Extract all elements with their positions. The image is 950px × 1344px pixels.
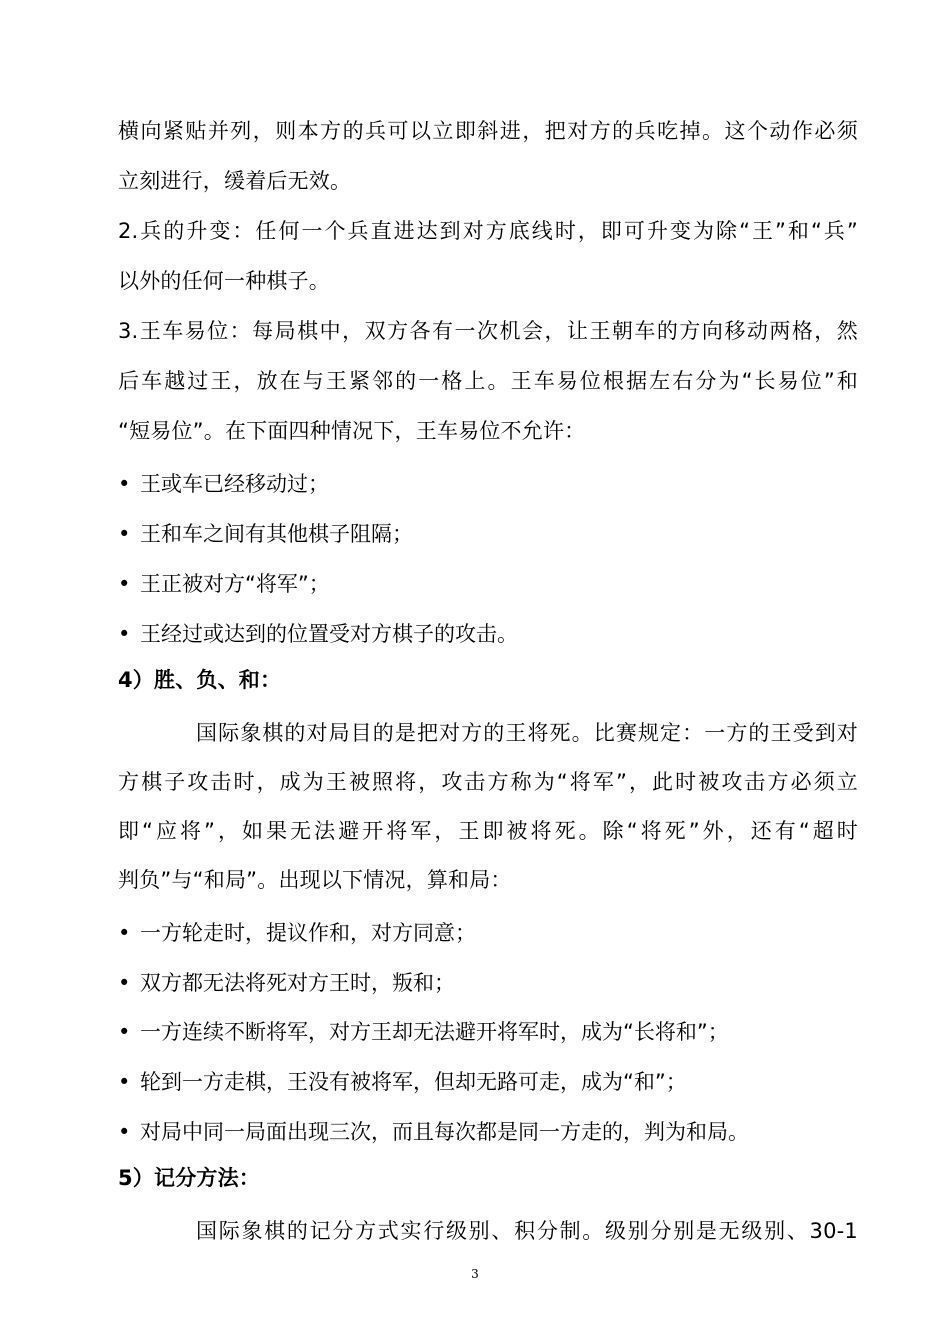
section-heading: 4）胜、负、和： — [118, 668, 282, 692]
list-item-text: 一方连续不断将军，对方王却无法避开将军时，成为“长将和”； — [140, 1020, 729, 1044]
list-item — [118, 519, 413, 549]
bullet-icon: • — [118, 1020, 131, 1044]
text-line: 判负”与“和局”。出现以下情况，算和局： — [118, 868, 512, 892]
bullet-icon: • — [118, 622, 131, 646]
page-number: 3 — [471, 1267, 479, 1281]
text-line: 方棋子攻击时，成为王被照将，攻击方称为“将军”，此时被攻击方必须立 — [118, 770, 858, 794]
bullet-icon: • — [118, 472, 131, 496]
list-item-text: 轮到一方走棋，王没有被将军，但却无路可走，成为“和”； — [140, 1070, 687, 1094]
text-line: 3.王车易位：每局棋中，双方各有一次机会，让王朝车的方向移动两格，然 — [118, 319, 858, 343]
list-item — [118, 569, 330, 599]
section-heading: 5）记分方法： — [118, 1166, 261, 1190]
text-line: “短易位”。在下面四种情况下，王车易位不允许： — [118, 419, 586, 443]
list-item-text: 王经过或达到的位置受对方棋子的攻击。 — [140, 622, 518, 646]
list-item-text: 双方都无法将死对方王时，叛和； — [140, 971, 455, 995]
list-item — [118, 918, 476, 948]
text-line: 以外的任何一种棋子。 — [118, 269, 330, 293]
bullet-icon: • — [118, 1120, 131, 1144]
bullet-icon: • — [118, 921, 131, 945]
text-line: 横向紧贴并列，则本方的兵可以立即斜进，把对方的兵吃掉。这个动作必须 — [118, 119, 858, 143]
text-line: 2.兵的升变：任何一个兵直进达到对方底线时，即可升变为除“王”和“兵” — [118, 219, 858, 243]
bullet-icon: • — [118, 971, 131, 995]
list-item-text: 王正被对方“将军”； — [140, 572, 330, 596]
list-item — [118, 1017, 729, 1047]
bullet-icon: • — [118, 1070, 131, 1094]
list-item-text: 王或车已经移动过； — [140, 472, 329, 496]
text-line: 立刻进行，缓着后无效。 — [118, 169, 352, 193]
text-line: 国际象棋的对局目的是把对方的王将死。比赛规定：一方的王受到对 — [196, 721, 858, 745]
list-item — [118, 968, 455, 998]
list-item — [118, 1067, 687, 1097]
text-line: 国际象棋的记分方式实行级别、积分制。级别分别是无级别、30-1 — [196, 1219, 858, 1243]
bullet-icon: • — [118, 572, 131, 596]
list-item-text: 一方轮走时，提议作和，对方同意； — [140, 921, 476, 945]
list-item — [118, 1117, 749, 1147]
list-item-text: 王和车之间有其他棋子阻隔； — [140, 522, 413, 546]
list-item — [118, 619, 518, 649]
text-line: 后车越过王，放在与王紧邻的一格上。王车易位根据左右分为“长易位”和 — [118, 369, 858, 393]
bullet-icon: • — [118, 522, 131, 546]
list-item-text: 对局中同一局面出现三次，而且每次都是同一方走的，判为和局。 — [140, 1120, 749, 1144]
text-line: 即“应将”，如果无法避开将军，王即被将死。除“将死”外，还有“超时 — [118, 819, 858, 843]
list-item — [118, 469, 329, 499]
